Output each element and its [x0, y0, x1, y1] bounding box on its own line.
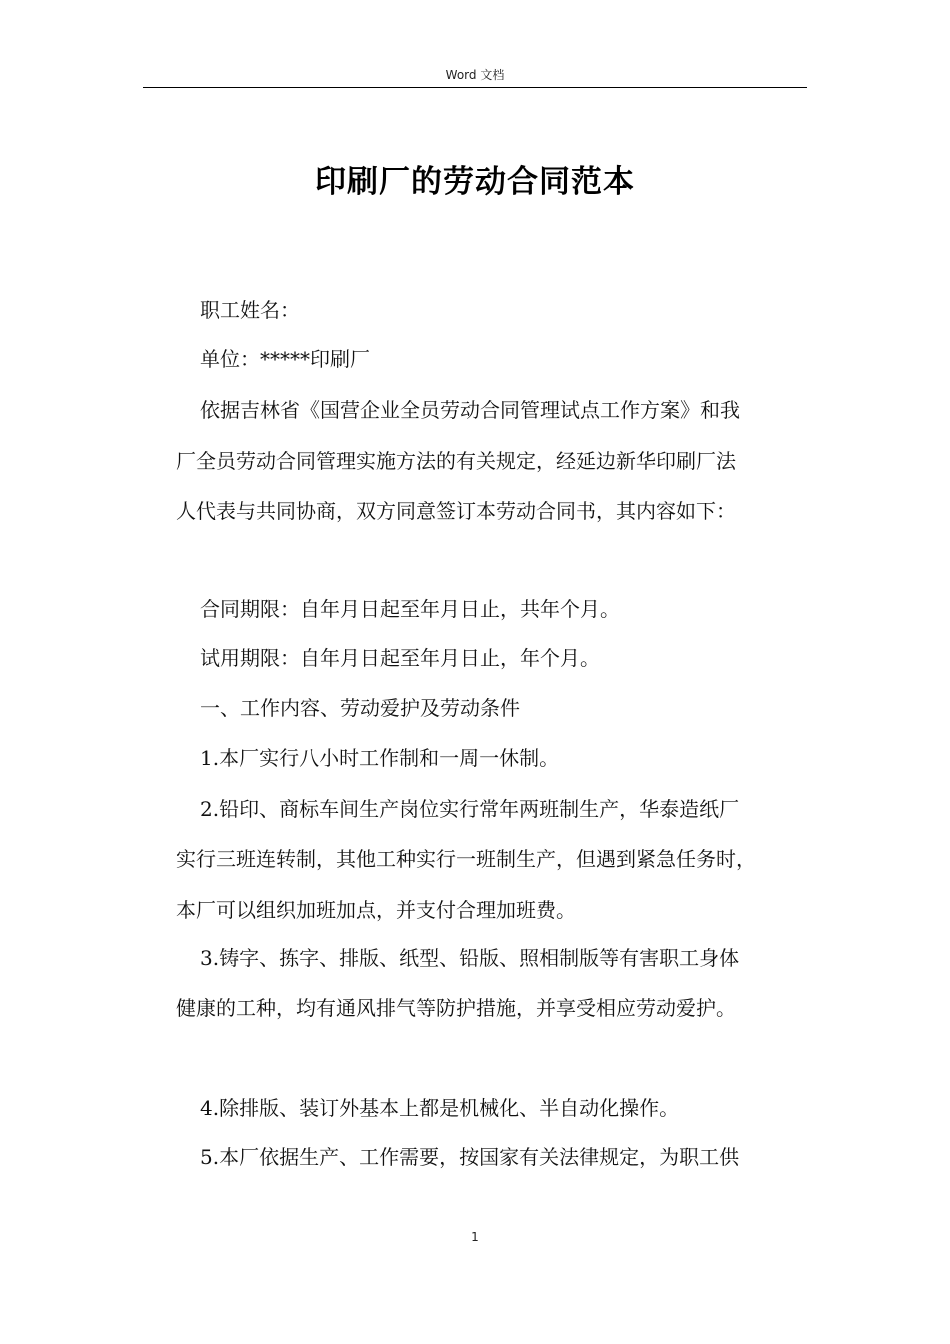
clause-item: 1.本厂实行八小时工作制和一周一休制。 — [200, 746, 560, 770]
section-heading: 一、工作内容、劳动爱护及劳动条件 — [200, 696, 520, 720]
paragraph-line: 人代表与共同协商，双方同意签订本劳动合同书，其内容如下： — [176, 499, 736, 523]
page-header: Word 文档 — [445, 68, 505, 82]
header-rule — [143, 87, 807, 88]
clause-item: 2.铅印、商标车间生产岗位实行常年两班制生产，华泰造纸厂 — [200, 797, 740, 821]
field-employer: 单位：*****印刷厂 — [200, 347, 370, 371]
clause-item: 3.铸字、拣字、排版、纸型、铅版、照相制版等有害职工身体 — [200, 946, 740, 970]
paragraph-line: 健康的工种，均有通风排气等防护措施，并享受相应劳动爱护。 — [176, 996, 736, 1020]
paragraph-line: 本厂可以组织加班加点，并支付合理加班费。 — [176, 898, 576, 922]
field-employee-name: 职工姓名： — [200, 298, 300, 322]
probation-term: 试用期限：自年月日起至年月日止，年个月。 — [200, 646, 600, 670]
clause-item: 5.本厂依据生产、工作需要，按国家有关法律规定，为职工供 — [200, 1145, 740, 1169]
document-title: 印刷厂的劳动合同范本 — [315, 164, 635, 200]
paragraph-line: 实行三班连转制，其他工种实行一班制生产，但遇到紧急任务时， — [176, 847, 756, 871]
clause-item: 4.除排版、装订外基本上都是机械化、半自动化操作。 — [200, 1096, 680, 1120]
paragraph-line: 厂全员劳动合同管理实施方法的有关规定，经延边新华印刷厂法 — [176, 449, 736, 473]
paragraph-line: 依据吉林省《国营企业全员劳动合同管理试点工作方案》和我 — [200, 398, 740, 422]
page-number: 1 — [471, 1230, 479, 1244]
contract-term: 合同期限：自年月日起至年月日止，共年个月。 — [200, 597, 620, 621]
